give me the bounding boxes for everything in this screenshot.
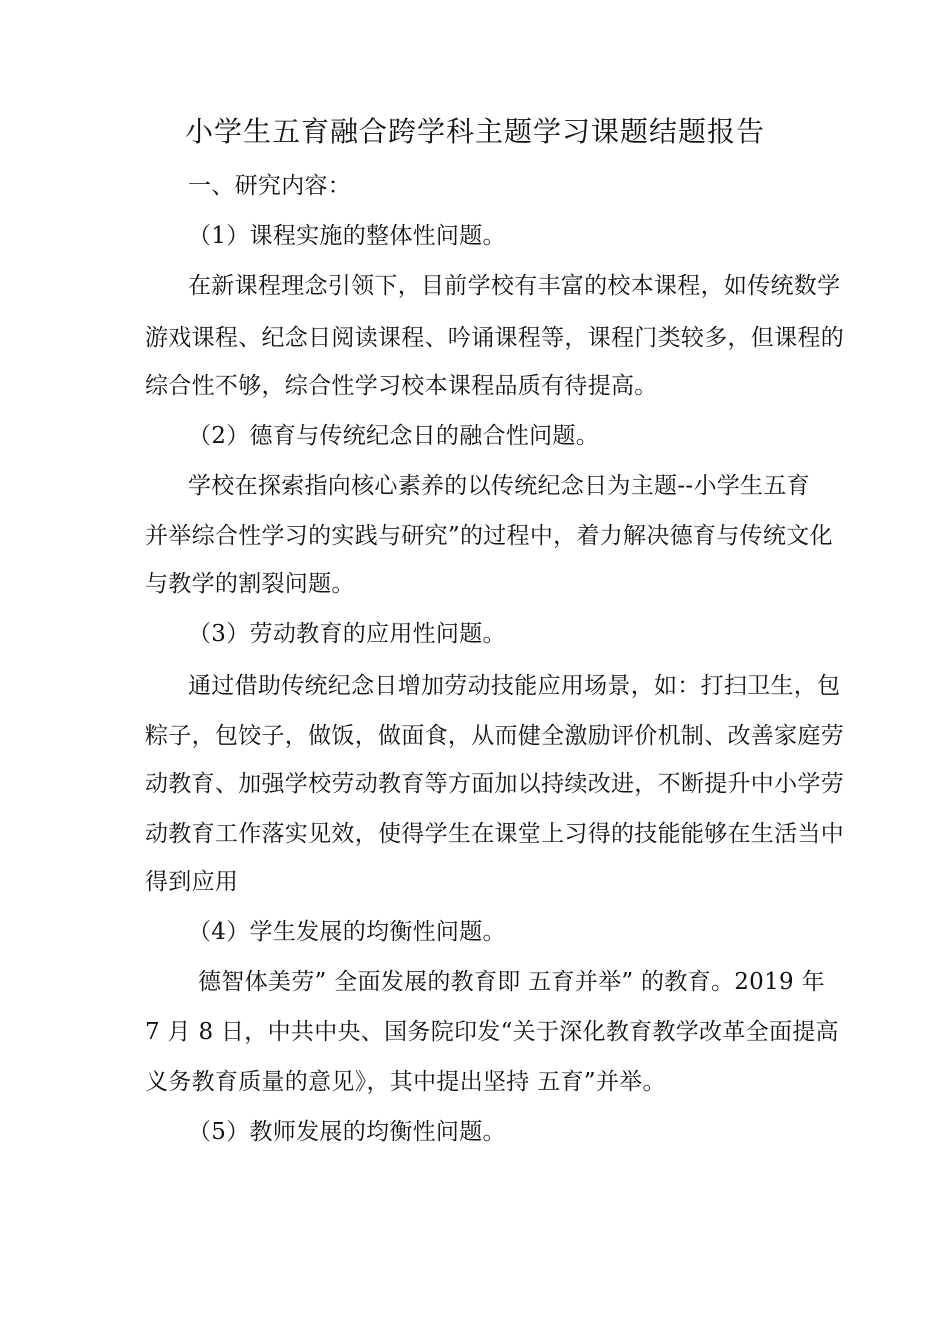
paragraph-line: 得到应用 — [145, 869, 239, 895]
subheading-1: （1）课程实施的整体性问题。 — [188, 223, 506, 249]
section-heading-research-content: 一、研究内容： — [188, 173, 352, 199]
subheading-3: （3）劳动教育的应用性问题。 — [188, 621, 506, 647]
paragraph-line: 学校在探索指向核心素养的以传统纪念日为主题--小学生五育 — [188, 473, 810, 499]
subheading-2: （2）德育与传统纪念日的融合性问题。 — [188, 423, 600, 449]
paragraph-line: 7 月 8 日，中共中央、国务院印发“关于深化教育教学改革全面提高 — [145, 1019, 839, 1045]
paragraph-line: 并举综合性学习的实践与研究”的过程中，着力解决德育与传统文化 — [145, 523, 833, 549]
paragraph-line: 粽子，包饺子，做饭，做面食，从而健全激励评价机制、改善家庭劳 — [145, 723, 844, 749]
paragraph-line: 在新课程理念引领下，目前学校有丰富的校本课程，如传统数学 — [188, 273, 841, 299]
paragraph-line: 德智体美劳” 全面发展的教育即 五育并举” 的教育。2019 年 — [198, 969, 825, 995]
paragraph-line: 综合性不够，综合性学习校本课程品质有待提高。 — [145, 373, 658, 399]
paragraph-line: 动教育工作落实见效，使得学生在课堂上习得的技能能够在生活当中 — [145, 821, 844, 847]
paragraph-line: 动教育、加强学校劳动教育等方面加以持续改进，不断提升中小学劳 — [145, 771, 844, 797]
subheading-4: （4）学生发展的均衡性问题。 — [188, 919, 506, 945]
paragraph-line: 与教学的割裂问题。 — [145, 571, 355, 597]
paragraph-line: 通过借助传统纪念日增加劳动技能应用场景，如：打扫卫生，包 — [188, 673, 841, 699]
paragraph-line: 义务教育质量的意见》，其中提出坚持 五育”并举。 — [145, 1069, 666, 1095]
paragraph-line: 游戏课程、纪念日阅读课程、吟诵课程等，课程门类较多，但课程的 — [145, 325, 844, 351]
subheading-5: （5）教师发展的均衡性问题。 — [188, 1119, 506, 1145]
document-title: 小学生五育融合跨学科主题学习课题结题报告 — [184, 115, 765, 148]
